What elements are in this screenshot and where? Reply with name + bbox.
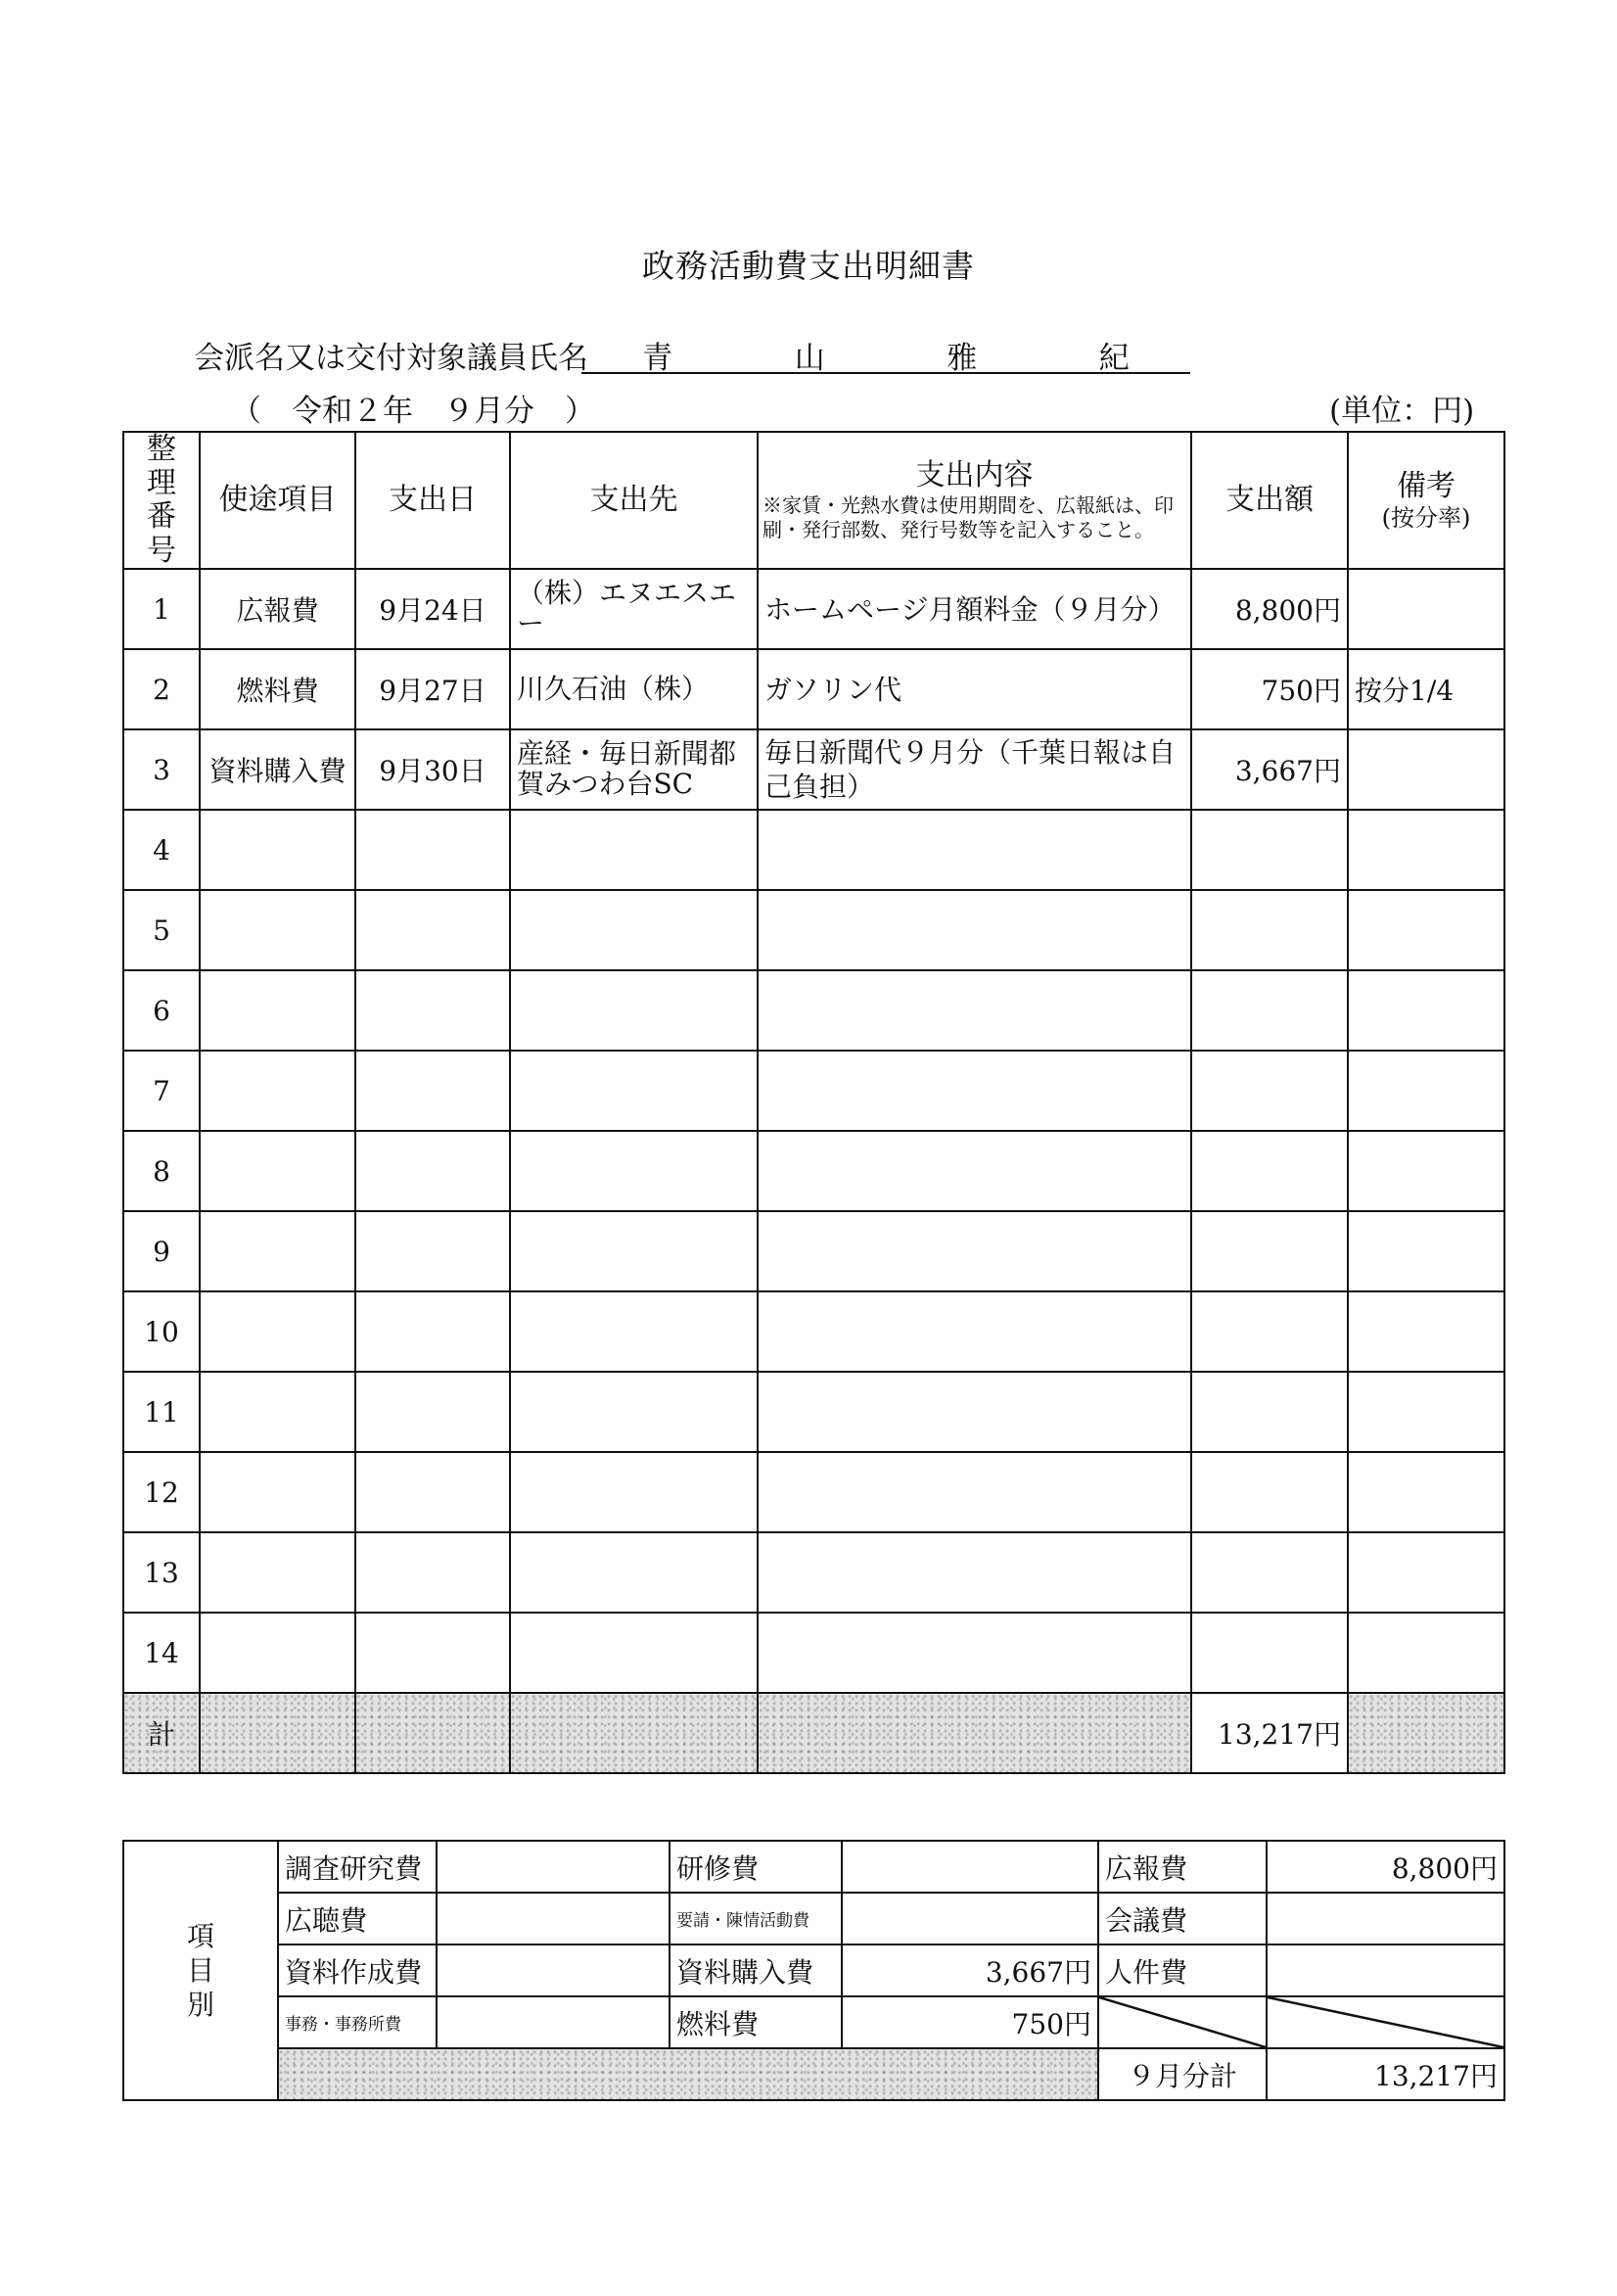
- summary-doc-purchase-label: 資料購入費: [670, 1945, 842, 1996]
- cell-no: 4: [123, 810, 200, 890]
- table-row: [123, 810, 1504, 890]
- cell-remarks: [1348, 970, 1504, 1051]
- summary-doc-create-label: 資料作成費: [278, 1945, 437, 1996]
- table-row: [123, 649, 1504, 729]
- cell-date: [355, 1051, 510, 1131]
- cell-date: [355, 1291, 510, 1372]
- cell-date: [355, 1452, 510, 1532]
- cell-content: [758, 890, 1191, 970]
- total-row: [123, 1693, 1504, 1773]
- cell-amount: [1191, 1211, 1348, 1291]
- summary-pr-label: 広報費: [1098, 1841, 1267, 1893]
- cell-payee: [510, 810, 758, 890]
- summary-survey-amount: [437, 1841, 670, 1893]
- cell-remarks: [1348, 1532, 1504, 1613]
- table-row: [123, 1372, 1504, 1452]
- cell-date: 9月27日: [355, 649, 510, 729]
- cell-item: [200, 1291, 355, 1372]
- cell-content: ホームページ月額料金（９月分）: [758, 569, 1191, 649]
- cell-amount: 750円: [1191, 649, 1348, 729]
- cell-content: [758, 1372, 1191, 1452]
- cell-remarks: [1348, 1291, 1504, 1372]
- total-label: 計: [123, 1693, 200, 1773]
- cell-item: [200, 810, 355, 890]
- total-shaded-cell: [758, 1693, 1191, 1773]
- table-row: [123, 1452, 1504, 1532]
- member-name-char: 紀: [1098, 341, 1130, 376]
- cell-no: 3: [123, 729, 200, 810]
- summary-doc-purchase-amount: 3,667円: [842, 1945, 1098, 1996]
- cell-amount: [1191, 970, 1348, 1051]
- table-row: [123, 890, 1504, 970]
- table-row: [123, 1131, 1504, 1211]
- cell-date: 9月30日: [355, 729, 510, 810]
- total-shaded-cell: [510, 1693, 758, 1773]
- cell-date: [355, 890, 510, 970]
- cell-payee: [510, 1131, 758, 1211]
- cell-item: [200, 890, 355, 970]
- cell-no: 13: [123, 1532, 200, 1613]
- header-remarks: [1348, 432, 1504, 569]
- header-item: 使途項目: [200, 432, 355, 569]
- table-row: [123, 970, 1504, 1051]
- cell-payee: [510, 970, 758, 1051]
- member-name-char: 山: [794, 341, 825, 376]
- cell-item: [200, 1613, 355, 1693]
- summary-shaded-cell: [278, 2048, 1098, 2100]
- header-no: 整理番号: [123, 432, 200, 569]
- cell-date: 9月24日: [355, 569, 510, 649]
- cell-item: [200, 1051, 355, 1131]
- header-amount: 支出額: [1191, 432, 1348, 569]
- member-name-field: [581, 333, 1190, 374]
- header-date: 支出日: [355, 432, 510, 569]
- cell-amount: [1191, 1613, 1348, 1693]
- member-name-char: 雅: [947, 341, 978, 376]
- cell-amount: [1191, 1131, 1348, 1211]
- table-header-row: [123, 432, 1504, 569]
- total-shaded-cell: [200, 1693, 355, 1773]
- cell-amount: [1191, 1372, 1348, 1452]
- cell-content: [758, 1211, 1191, 1291]
- cell-amount: [1191, 810, 1348, 890]
- summary-doc-create-amount: [437, 1945, 670, 1996]
- total-shaded-cell: [355, 1693, 510, 1773]
- header-remarks-title: 備考: [1397, 468, 1455, 503]
- cell-content: [758, 1452, 1191, 1532]
- cell-no: 6: [123, 970, 200, 1051]
- summary-hearing-label: 広聴費: [278, 1893, 437, 1945]
- header-content-note: ※家賃・光熱水費は使用期間を、広報紙は、印刷・発行部数、発行号数等を記入すること。: [762, 493, 1174, 541]
- cell-no: 9: [123, 1211, 200, 1291]
- cell-no: 5: [123, 890, 200, 970]
- cell-payee: 川久石油（株）: [510, 649, 758, 729]
- cell-no: 12: [123, 1452, 200, 1532]
- cell-remarks: [1348, 810, 1504, 890]
- summary-personnel-amount: [1267, 1945, 1504, 1996]
- cell-payee: [510, 1452, 758, 1532]
- cell-content: 毎日新聞代９月分（千葉日報は自己負担）: [758, 729, 1191, 810]
- cell-content: [758, 1131, 1191, 1211]
- total-amount: 13,217円: [1191, 1693, 1348, 1773]
- cell-item: [200, 1131, 355, 1211]
- cell-date: [355, 1532, 510, 1613]
- cell-amount: [1191, 1291, 1348, 1372]
- cell-item: [200, 970, 355, 1051]
- expense-detail-table: [122, 431, 1505, 1774]
- cell-no: 10: [123, 1291, 200, 1372]
- member-label: 会派名又は交付対象議員氏名: [194, 341, 588, 376]
- cell-content: [758, 1613, 1191, 1693]
- summary-personnel-label: 人件費: [1098, 1945, 1267, 1996]
- cell-remarks: [1348, 569, 1504, 649]
- cell-remarks: 按分1/4: [1348, 649, 1504, 729]
- table-row: [123, 1291, 1504, 1372]
- cell-item: 資料購入費: [200, 729, 355, 810]
- summary-survey-label: 調査研究費: [278, 1841, 437, 1893]
- cell-no: 1: [123, 569, 200, 649]
- summary-hearing-amount: [437, 1893, 670, 1945]
- header-content-title: 支出内容: [915, 458, 1034, 492]
- summary-meeting-label: 会議費: [1098, 1893, 1267, 1945]
- summary-empty-diagonal: [1267, 1996, 1504, 2048]
- summary-training-label: 研修費: [670, 1841, 842, 1893]
- cell-content: [758, 1051, 1191, 1131]
- cell-payee: [510, 890, 758, 970]
- summary-pr-amount: 8,800円: [1267, 1841, 1504, 1893]
- cell-no: 7: [123, 1051, 200, 1131]
- cell-content: ガソリン代: [758, 649, 1191, 729]
- cell-payee: [510, 1613, 758, 1693]
- summary-training-amount: [842, 1841, 1098, 1893]
- cell-content: [758, 1291, 1191, 1372]
- summary-meeting-amount: [1267, 1893, 1504, 1945]
- cell-item: [200, 1452, 355, 1532]
- summary-empty-diagonal: [1098, 1996, 1267, 2048]
- member-name-char: 青: [642, 341, 673, 376]
- summary-table: [122, 1840, 1505, 2101]
- unit-label: (単位：円): [1329, 394, 1475, 429]
- cell-content: [758, 810, 1191, 890]
- cell-item: [200, 1372, 355, 1452]
- cell-remarks: [1348, 1131, 1504, 1211]
- total-shaded-cell: [1348, 1693, 1504, 1773]
- cell-no: 11: [123, 1372, 200, 1452]
- table-row: [123, 1532, 1504, 1613]
- cell-payee: 産経・毎日新聞都賀みつわ台SC: [510, 729, 758, 810]
- summary-office-label: 事務・事務所費: [278, 1996, 437, 2048]
- table-row: [123, 729, 1504, 810]
- cell-date: [355, 1613, 510, 1693]
- summary-fuel-label: 燃料費: [670, 1996, 842, 2048]
- cell-date: [355, 970, 510, 1051]
- cell-payee: [510, 1051, 758, 1131]
- cell-amount: [1191, 1532, 1348, 1613]
- cell-payee: [510, 1211, 758, 1291]
- cell-amount: [1191, 1452, 1348, 1532]
- summary-petition-label: 要請・陳情活動費: [670, 1893, 842, 1945]
- summary-office-amount: [437, 1996, 670, 2048]
- cell-no: 14: [123, 1613, 200, 1693]
- table-row: [123, 1211, 1504, 1291]
- cell-amount: 3,667円: [1191, 729, 1348, 810]
- header-payee: 支出先: [510, 432, 758, 569]
- cell-remarks: [1348, 1613, 1504, 1693]
- cell-amount: [1191, 890, 1348, 970]
- cell-content: [758, 1532, 1191, 1613]
- summary-side-label: 項目別: [123, 1841, 278, 2100]
- period-label: （ 令和２年 ９月分 ）: [231, 394, 595, 429]
- cell-remarks: [1348, 1372, 1504, 1452]
- header-content: [758, 432, 1191, 569]
- cell-remarks: [1348, 1211, 1504, 1291]
- cell-payee: [510, 1532, 758, 1613]
- cell-remarks: [1348, 1051, 1504, 1131]
- cell-remarks: [1348, 729, 1504, 810]
- table-row: [123, 1051, 1504, 1131]
- cell-remarks: [1348, 890, 1504, 970]
- cell-date: [355, 1211, 510, 1291]
- cell-payee: （株）エヌエスエー: [510, 569, 758, 649]
- cell-item: 燃料費: [200, 649, 355, 729]
- summary-month-total-label: ９月分計: [1098, 2048, 1267, 2100]
- summary-fuel-amount: 750円: [842, 1996, 1098, 2048]
- cell-date: [355, 1372, 510, 1452]
- cell-remarks: [1348, 1452, 1504, 1532]
- cell-content: [758, 970, 1191, 1051]
- summary-month-total-amount: 13,217円: [1267, 2048, 1504, 2100]
- cell-item: 広報費: [200, 569, 355, 649]
- cell-no: 8: [123, 1131, 200, 1211]
- cell-item: [200, 1211, 355, 1291]
- header-remarks-sub: (按分率): [1381, 503, 1471, 532]
- cell-date: [355, 810, 510, 890]
- table-row: [123, 569, 1504, 649]
- cell-payee: [510, 1372, 758, 1452]
- summary-petition-amount: [842, 1893, 1098, 1945]
- table-row: [123, 1613, 1504, 1693]
- cell-amount: [1191, 1051, 1348, 1131]
- cell-amount: 8,800円: [1191, 569, 1348, 649]
- cell-date: [355, 1131, 510, 1211]
- cell-no: 2: [123, 649, 200, 729]
- cell-payee: [510, 1291, 758, 1372]
- page-title: 政務活動費支出明細書: [642, 247, 975, 285]
- cell-item: [200, 1532, 355, 1613]
